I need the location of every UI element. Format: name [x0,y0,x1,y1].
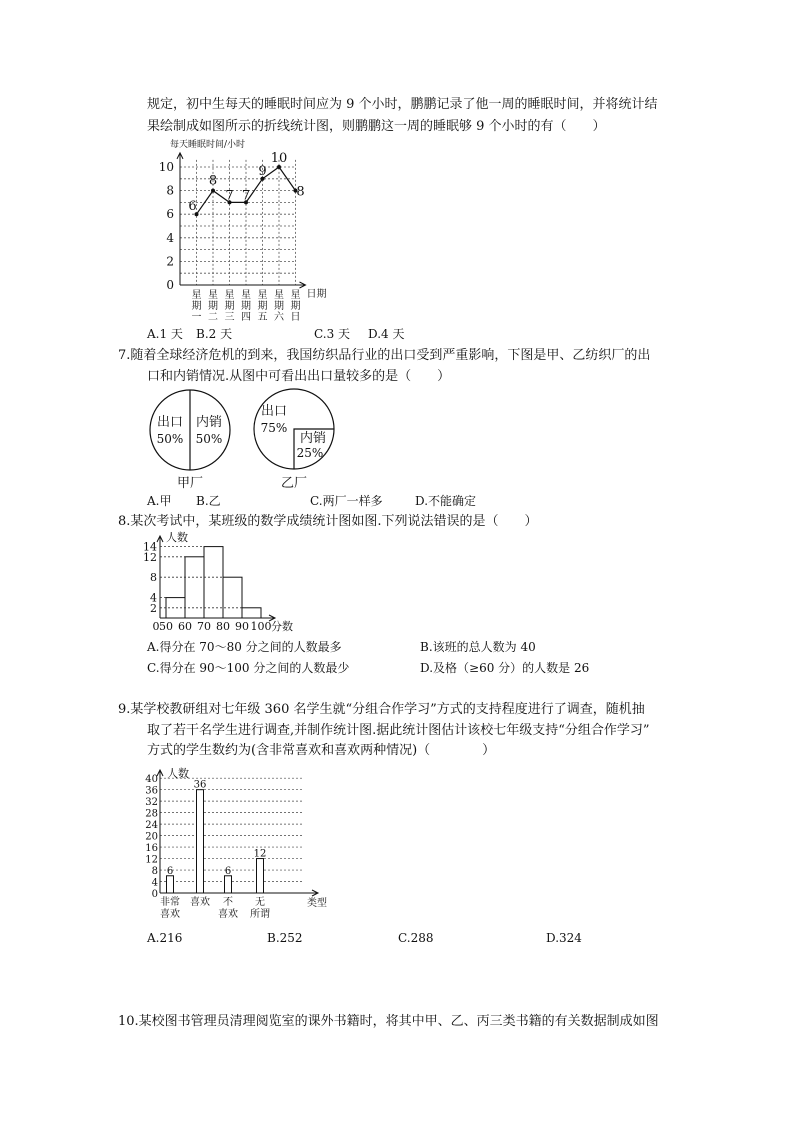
x-axis-title: 类型 [307,898,327,909]
y-tick-label: 12 [145,854,158,866]
q7-option-b: B.乙 [196,494,221,508]
x-tick-label: 五 [257,312,268,323]
x-tick-label: 50 [159,620,173,633]
histogram-bar [204,547,223,618]
y-tick-label: 10 [158,160,174,174]
bar-data-label: 36 [193,779,207,791]
q10-line-1: 10.某校图书管理员清理阅览室的课外书籍时，将其中甲、乙、丙三类书籍的有关数据制成如图 [118,1014,659,1029]
q6-option-b: B.2 天 [196,327,233,341]
survey-bar-chart [140,764,340,926]
q8-option-a: A.得分在 70～80 分之间的人数最多 [147,640,342,654]
x-tick-label: 0 [152,620,160,633]
x-tick-label: 星 [274,290,284,301]
data-label: 7 [241,188,251,204]
x-tick-label: 三 [224,312,235,323]
q8-option-c: C.得分在 90～100 分之间的人数最少 [147,661,350,675]
pie-jia-slice-label: 出口 [156,415,184,430]
q9-option-a: A.216 [147,931,183,945]
x-tick-label: 喜欢 [190,897,210,908]
x-tick-label: 星 [241,290,251,301]
x-tick-label: 星 [224,290,235,301]
q7-line-1: 7.随着全球经济危机的到来，我国纺织品行业的出口受到严重影响，下图是甲、乙纺织厂的出 [118,348,651,363]
x-tick-label: 星 [290,290,301,301]
survey-bar [257,859,264,893]
x-tick-label: 非常 [160,897,180,908]
pie-jia-slice-label: 内销 [195,415,223,430]
bar-data-label: 12 [253,848,267,860]
x-tick-label: 一 [191,312,202,323]
x-tick-label: 喜欢 [218,909,238,920]
y-tick-label: 24 [145,820,158,832]
q6-line-1: 规定，初中生每天的睡眠时间应为 9 个小时，鹏鹏记录了他一周的睡眠时间，并将统计结 [147,97,658,112]
q9-line-1: 9.某学校教研组对七年级 360 名学生就“分组合作学习”方式的支持程度进行了调查，随机抽 [118,702,645,717]
x-tick-label: 期 [241,301,251,312]
bar-data-label: 6 [166,865,174,877]
y-tick-label: 28 [145,808,158,820]
x-tick-label: 日 [290,312,301,323]
y-tick-label: 8 [151,866,158,878]
q6-line-2: 果绘制成如图所示的折线统计图，则鹏鹏这一周的睡眠够 9 个小时的有（ ） [147,119,606,134]
data-label: 9 [258,163,267,179]
data-label: 7 [225,188,234,204]
y-tick-label: 40 [145,774,158,786]
y-tick-label: 14 [143,540,157,554]
y-tick-label: 4 [151,877,158,889]
q9-option-d: D.324 [546,931,582,945]
x-tick-label: 星 [257,290,268,301]
y-tick-label: 0 [151,889,158,900]
y-tick-label: 6 [166,207,174,222]
y-tick-label: 0 [166,278,174,292]
x-tick-label: 星 [191,290,202,301]
pie-jia-slice-value: 50% [156,432,184,446]
survey-bar [225,876,232,893]
pie-yi-slice-value: 75% [260,421,288,435]
x-tick-label: 100 [250,620,272,633]
q7-option-d: D.不能确定 [415,494,477,508]
x-tick-label: 所谓 [250,909,270,920]
y-tick-label: 20 [145,831,158,843]
x-tick-label: 90 [235,620,249,633]
q8-line-1: 8.某次考试中，某班级的数学成绩统计图如图.下列说法错误的是（ ） [118,514,538,529]
data-point [211,189,215,193]
x-tick-label: 二 [208,312,218,323]
histogram-bar [242,608,261,618]
y-tick-label: 4 [166,230,174,245]
data-label: 8 [296,184,305,200]
q8-option-b: B.该班的总人数为 40 [420,640,536,654]
y-tick-label: 36 [145,785,158,797]
x-tick-label: 六 [274,312,284,323]
histogram-bar [185,557,204,618]
q9-line-3: 方式的学生数约为(含非常喜欢和喜欢两种情况)（ ） [147,743,496,758]
pie-yi-slice-value: 25% [296,446,324,460]
q9-option-b: B.252 [267,931,303,945]
x-tick-label: 喜欢 [160,909,180,920]
y-axis-title: 人数 [166,531,188,544]
x-tick-label: 80 [216,620,230,633]
x-tick-label: 无 [255,897,265,908]
q6-option-d: D.4 天 [368,327,405,341]
pie-yi-slice-label: 出口 [260,404,288,419]
q7-option-c: C.两厂一样多 [310,494,383,508]
x-tick-label: 期 [290,301,301,312]
y-tick-label: 12 [143,550,157,564]
x-tick-label: 期 [224,301,235,312]
sleep-line-chart [140,135,330,335]
x-axis-title: 日期 [306,289,327,300]
y-tick-label: 16 [145,843,158,855]
x-axis-title: 分数 [271,620,293,633]
bar-data-label: 6 [224,865,232,877]
q8-option-d: D.及格（≥60 分）的人数是 26 [420,661,590,675]
x-tick-label: 期 [257,301,268,312]
q6-option-c: C.3 天 [314,327,351,341]
y-tick-label: 2 [150,601,157,615]
x-tick-label: 期 [274,301,284,312]
y-tick-label: 2 [166,254,174,269]
histogram-bar [223,577,242,618]
q6-option-a: A.1 天 [147,327,183,341]
y-tick-label: 4 [150,591,157,605]
data-label: 6 [188,199,197,215]
q7-line-2: 口和内销情况.从图中可看出出口量较多的是（ ） [147,369,451,384]
y-axis-title: 每天睡眠时间/小时 [170,140,246,150]
x-tick-label: 期 [191,301,202,312]
q9-option-c: C.288 [398,931,434,945]
q7-option-a: A.甲 [147,494,172,508]
score-histogram [140,530,300,636]
pie-yi-slice-label: 内销 [299,431,327,446]
y-tick-label: 8 [150,571,157,585]
x-tick-label: 期 [208,301,218,312]
pie-yi-title: 乙厂 [280,476,308,491]
export-pie-charts [140,386,350,492]
survey-bar [167,876,174,893]
data-label: 10 [270,151,288,166]
x-tick-label: 不 [223,897,233,908]
y-tick-label: 8 [166,183,174,198]
q9-line-2: 取了若干名学生进行调查,并制作统计图.据此统计图估计该校七年级支持“分组合作学习” [147,723,650,738]
y-tick-label: 32 [145,797,158,809]
pie-jia-slice-value: 50% [195,432,223,446]
pie-jia-title: 甲厂 [176,476,204,491]
x-tick-label: 星 [208,290,218,301]
x-tick-label: 四 [241,312,251,323]
data-label: 8 [208,173,218,189]
y-axis-title: 人数 [167,767,189,780]
x-tick-label: 70 [197,620,211,633]
survey-bar [197,790,204,893]
x-tick-label: 60 [178,620,192,633]
